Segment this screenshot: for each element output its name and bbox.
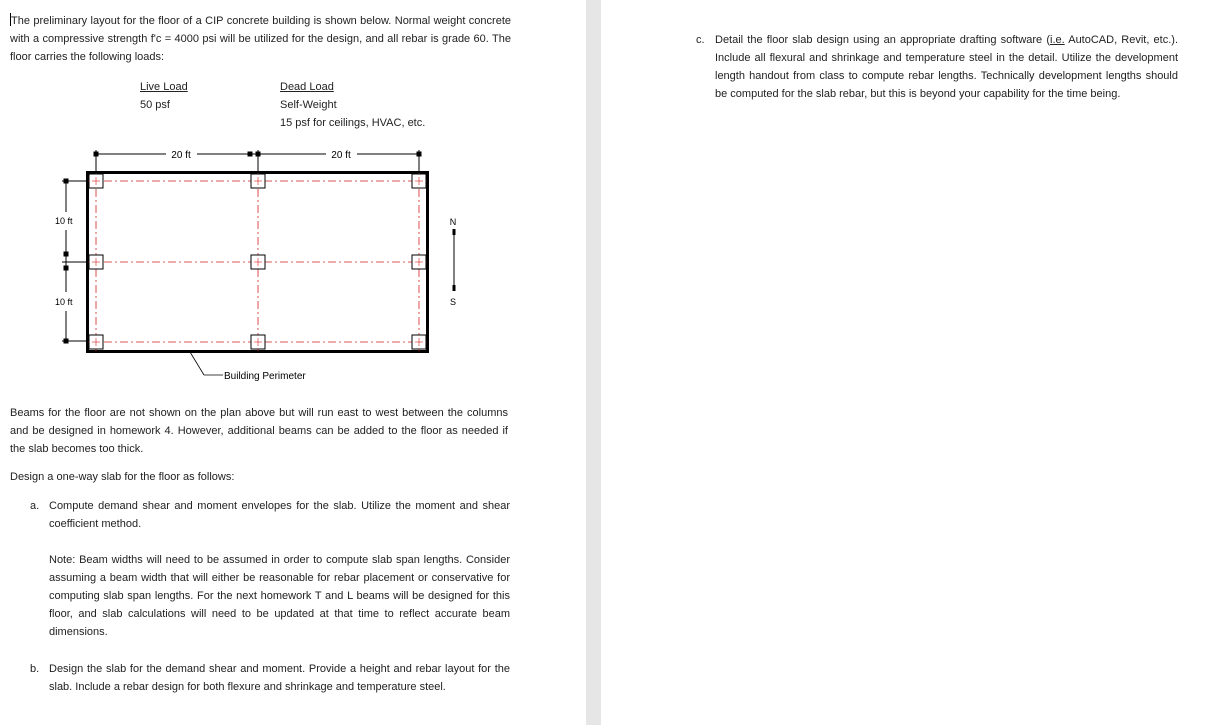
north-label: N xyxy=(449,217,457,227)
dim-left-top: 10 ft xyxy=(55,216,73,226)
document-page-right xyxy=(601,0,1229,725)
live-load-value: 50 psf xyxy=(140,99,170,111)
design-intro: Design a one-way slab for the floor as follows: xyxy=(10,471,235,483)
dim-left-bottom: 10 ft xyxy=(55,297,73,307)
dead-load-value-2: 15 psf for ceilings, HVAC, etc. xyxy=(280,117,426,129)
note-label: Note xyxy=(49,554,73,566)
columns xyxy=(89,174,426,349)
item-c-pre: Detail the floor slab design using an appropriate drafting software ( xyxy=(715,34,1050,46)
item-c-ie: i.e. xyxy=(1050,34,1065,46)
top-dimension xyxy=(94,150,421,172)
note-text: : Beam widths will need to be assumed in order to compute slab span lengths. Consider assuming a beam width that will either be reasonable for rebar placement or conservative for computing slab span lengths. For the next homework T and L beams will be designed for this floor, and slab calculations will need to be updated at that time to reflect accurate beam dimensions. xyxy=(49,554,510,638)
left-dimension xyxy=(62,179,88,343)
dim-top-right: 20 ft xyxy=(331,150,351,161)
intro-paragraph: The preliminary layout for the floor of a CIP concrete building is shown below. Normal weight concrete with a compressive strength f'c = 4000 psi will be utilized for the design, and all rebar is grade 60. The floor carries the following loads: xyxy=(10,15,511,63)
perimeter-leader xyxy=(190,352,223,375)
item-c-marker: c. xyxy=(696,34,705,46)
live-load-heading: Live Load xyxy=(140,81,188,93)
item-a-marker: a. xyxy=(30,500,40,512)
floor-plan-drawing xyxy=(0,0,586,400)
item-b-text: Design the slab for the demand shear and moment. Provide a height and rebar layout for the slab. Include a rebar design for both flexure and shrinkage and temperature steel. xyxy=(49,663,510,693)
dim-top-left: 20 ft xyxy=(171,150,191,161)
item-c-post: AutoCAD, Revit, etc.). Include all flexural and shrinkage and temperature steel in the detail. Utilize the development length handout from class to compute rebar lengths. Technically development lengths should be computed for the slab rebar, but this is beyond your capability for the time being. xyxy=(715,34,1178,100)
north-arrow-icon xyxy=(450,217,457,307)
document-page-left xyxy=(0,0,586,725)
dead-load-value-1: Self-Weight xyxy=(280,99,337,111)
dead-load-heading: Dead Load xyxy=(280,81,334,93)
south-label: S xyxy=(449,297,457,307)
building-perimeter-label: Building Perimeter xyxy=(224,371,306,382)
item-b-marker: b. xyxy=(30,663,40,675)
beams-paragraph: Beams for the floor are not shown on the plan above but will run east to west between the columns and be designed in homework 4. However, additional beams can be added to the floor as needed if the slab becomes too thick. xyxy=(10,407,508,455)
note-paragraph xyxy=(49,551,510,641)
item-a-text: Compute demand shear and moment envelopes for the slab. Utilize the moment and shear coefficient method. xyxy=(49,500,510,530)
item-c-text xyxy=(715,31,1178,103)
